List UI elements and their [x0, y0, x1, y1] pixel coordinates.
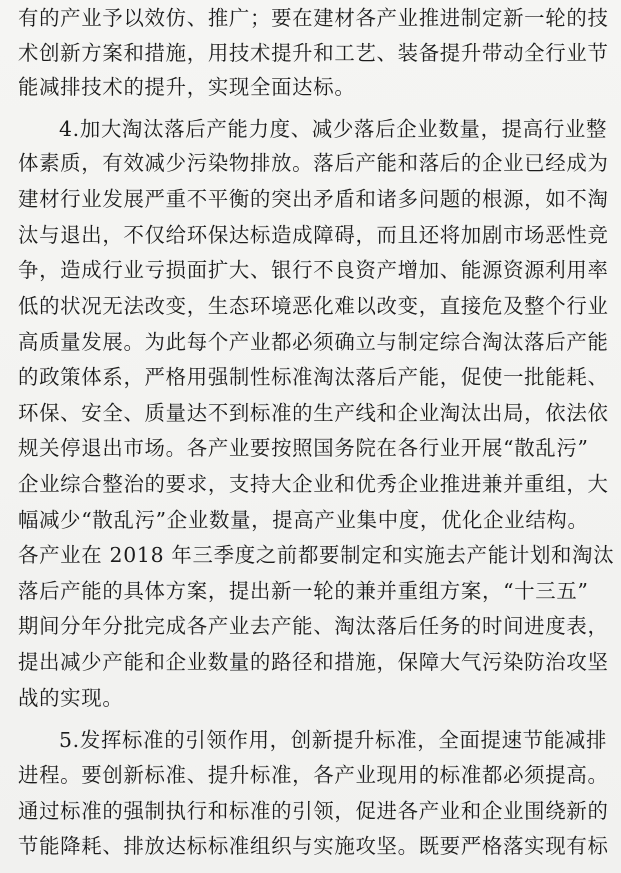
text-line: 的政策体系，严格用强制性标准淘汰落后产能，促使一批能耗、: [18, 365, 609, 389]
text-line: 期间分年分批完成各产业去产能、淘汰落后任务的时间进度表，: [18, 614, 609, 638]
text-line: 有的产业予以效仿、推广；要在建材各产业推进制定新一轮的技: [18, 6, 609, 30]
text-line: 节能降耗、排放达标标准组织与实施攻坚。既要严格落实现有标: [18, 834, 609, 858]
text-line: 幅减少“散乱污”企业数量，提高产业集中度，优化企业结构。: [18, 508, 589, 532]
text-line: 规关停退出市场。各产业要按照国务院在各行业开展“散乱污”: [18, 436, 589, 460]
text-line: 提出减少产能和企业数量的路径和措施，保障大气污染防治攻坚: [18, 650, 609, 674]
text-line: 进程。要创新标准、提升标准，各产业现用的标准都必须提高。: [18, 763, 609, 787]
text-line: 建材行业发展严重不平衡的突出矛盾和诸多问题的根源，如不淘: [18, 187, 609, 211]
text-line: 能减排技术的提升，实现全面达标。: [18, 75, 356, 99]
text-line: 战的实现。: [18, 686, 124, 710]
text-line: 落后产能的具体方案，提出新一轮的兼并重组方案，“十三五”: [18, 579, 589, 603]
text-line: 企业综合整治的要求，支持大企业和优秀企业推进兼并重组，大: [18, 472, 609, 496]
paragraph-5-start: 5.发挥标准的引领作用，创新提升标准，全面提速节能减排: [59, 728, 608, 752]
text-line: 低的状况无法改变，生态环境恶化难以改变，直接危及整个行业: [18, 294, 609, 318]
text-line: 通过标准的强制执行和标准的引领，促进各产业和企业围绕新的: [18, 799, 609, 823]
text-line: 术创新方案和措施，用技术提升和工艺、装备提升带动全行业节: [18, 41, 609, 65]
text-line: 体素质，有效减少污染物排放。落后产能和落后的企业已经成为: [18, 151, 609, 175]
text-line: 汰与退出，不仅给环保达标造成障碍，而且还将加剧市场恶性竞: [18, 223, 609, 247]
text-line: 高质量发展。为此每个产业都必须确立与制定综合淘汰落后产能: [18, 330, 609, 354]
text-line: 各产业在 2018 年三季度之前都要制定和实施去产能计划和淘汰: [18, 543, 615, 567]
text-line: 环保、安全、质量达不到标准的生产线和企业淘汰出局，依法依: [18, 401, 609, 425]
paragraph-4-start: 4.加大淘汰落后产能力度、减少落后企业数量，提高行业整: [59, 117, 608, 141]
text-line: 争，造成行业亏损面扩大、银行不良资产增加、能源资源利用率: [18, 258, 609, 282]
